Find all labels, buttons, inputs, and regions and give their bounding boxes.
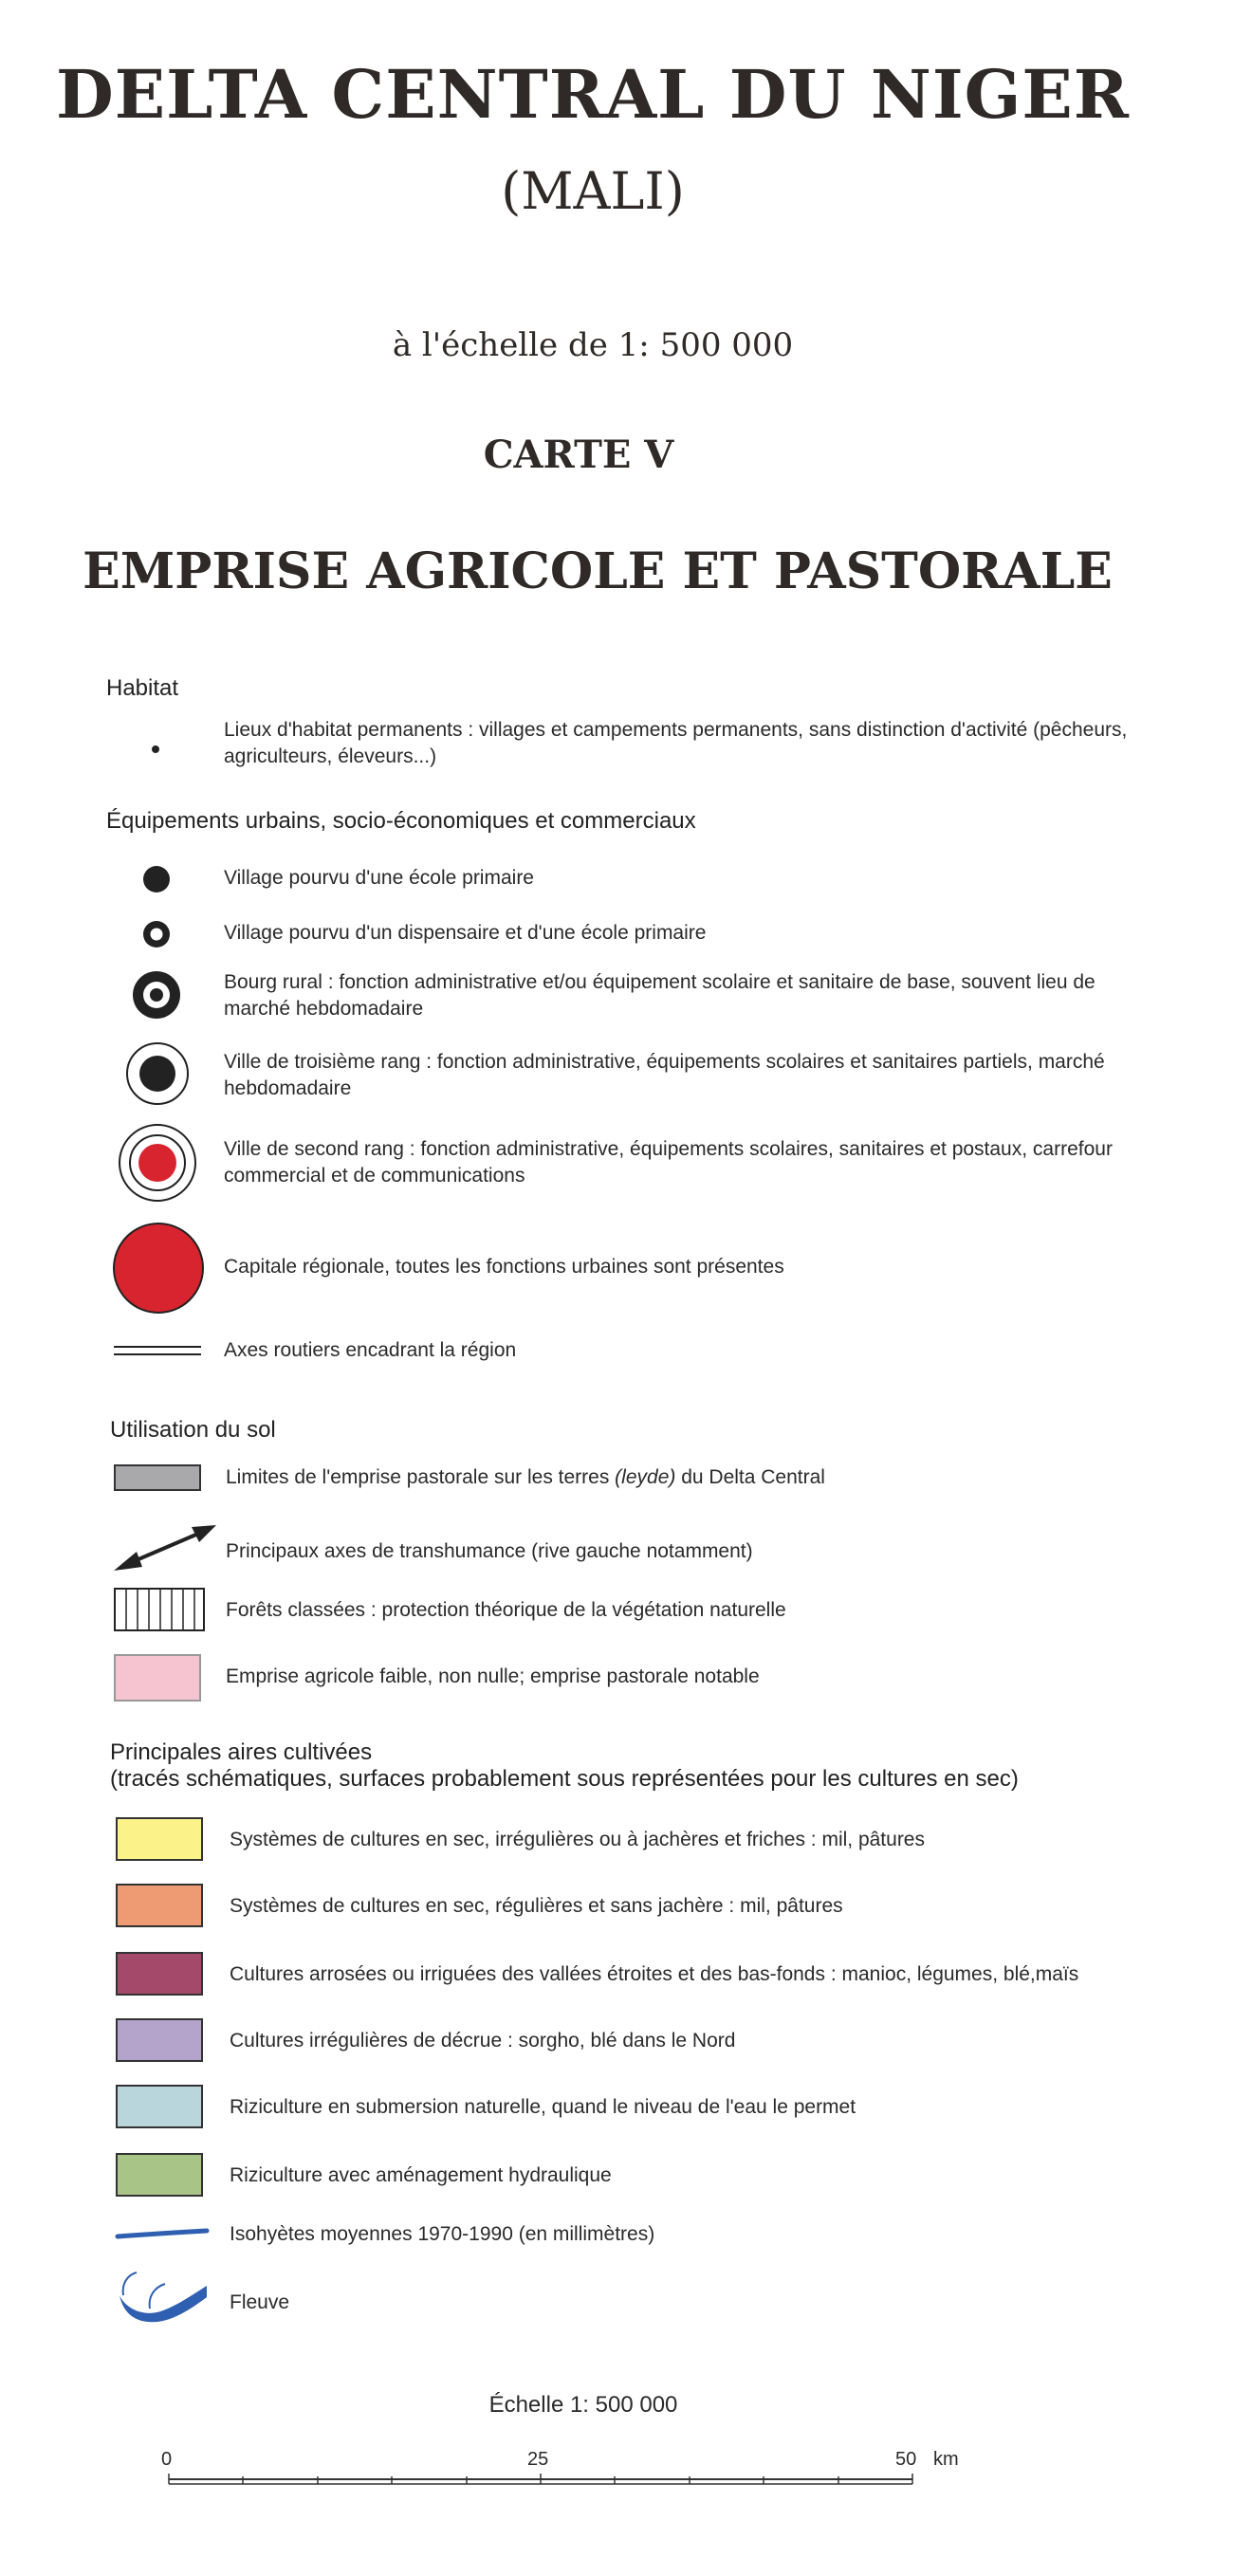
- cultures-label-3: Cultures arrosées ou irriguées des vallées étroites et des bas-fonds : manioc, légumes, blé,maïs: [230, 1963, 1079, 1985]
- sol-label-3: Forêts classées : protection théorique de la végétation naturelle: [226, 1599, 786, 1621]
- pink-swatch-icon: [114, 1654, 201, 1702]
- sol-label-4: Emprise agricole faible, non nulle; emprise pastorale notable: [226, 1665, 760, 1687]
- equipements-heading: Équipements urbains, socio-économiques et commerciaux: [106, 808, 696, 834]
- map-title: DELTA CENTRAL DU NIGER: [56, 55, 1130, 134]
- swatch-cultures-sec-regulieres: [116, 1884, 203, 1927]
- sol-label-1-before: Limites de l'emprise pastorale sur les terres: [226, 1466, 616, 1488]
- equipement-label-1: Village pourvu d'une école primaire: [224, 867, 534, 889]
- cultures-label-7: Isohyètes moyennes 1970-1990 (en millimètres): [230, 2223, 655, 2245]
- hatched-swatch-icon: [114, 1588, 205, 1631]
- swatch-riziculture-naturelle: [116, 2085, 203, 2128]
- sol-label-1-italic: (leyde): [615, 1466, 676, 1488]
- isohyet-line-icon: [116, 2225, 211, 2244]
- grey-swatch-icon: [114, 1464, 201, 1491]
- scale-unit: km: [933, 2449, 959, 2470]
- sol-heading: Utilisation du sol: [110, 1417, 276, 1443]
- map-theme: EMPRISE AGRICOLE ET PASTORALE: [83, 543, 1113, 600]
- ville-3-icon: [125, 1041, 190, 1106]
- swatch-cultures-sec-irregulieres: [116, 1817, 203, 1861]
- capitale-icon: [112, 1222, 205, 1315]
- cultures-label-5: Riziculture en submersion naturelle, quand le niveau de l'eau le permet: [230, 2096, 856, 2118]
- scale-bar-graphic: [161, 2470, 920, 2489]
- habitat-label: Lieux d'habitat permanents : villages et campements permanents, sans distinction d'activité (pêcheurs, agriculteurs, éleveurs...): [224, 719, 1128, 767]
- sol-label-2: Principaux axes de transhumance (rive gauche notamment): [226, 1540, 753, 1562]
- map-subtitle: (MALI): [501, 161, 685, 221]
- swatch-cultures-arrosees: [116, 1952, 203, 1996]
- double-arrow-icon: [112, 1521, 218, 1574]
- road-icon: [112, 1343, 203, 1358]
- cultures-label-8: Fleuve: [230, 2291, 290, 2313]
- cultures-label-4: Cultures irrégulières de décrue : sorgho, blé dans le Nord: [230, 2030, 736, 2052]
- scale-tick-0: 0: [161, 2449, 173, 2470]
- equipement-label-3: Bourg rural : fonction administrative et/ou équipement scolaire et sanitaire de base, souvent lieu de marché hebdomadaire: [224, 971, 1096, 1020]
- equipement-label-7: Axes routiers encadrant la région: [224, 1339, 517, 1361]
- habitat-heading: Habitat: [106, 675, 179, 701]
- map-scale-text: à l'échelle de 1: 500 000: [392, 326, 794, 364]
- cultures-label-2: Systèmes de cultures en sec, régulières et sans jachère : mil, pâtures: [230, 1895, 843, 1917]
- ville-2-icon: [118, 1123, 197, 1203]
- ring-dot-icon: [140, 918, 173, 950]
- map-number: CARTE V: [483, 432, 674, 477]
- equipement-label-6: Capitale régionale, toutes les fonctions urbaines sont présentes: [224, 1256, 784, 1278]
- equipement-label-5: Ville de second rang : fonction administrative, équipements scolaires, sanitaires et postaux, carrefour commercial et de communications: [224, 1138, 1113, 1187]
- sol-label-1: [226, 1464, 1155, 1491]
- scale-caption: Échelle 1: 500 000: [488, 2392, 678, 2418]
- cultures-subheading: (tracés schématiques, surfaces probablement sous représentées pour les cultures en sec): [110, 1766, 1019, 1792]
- swatch-riziculture-amenagement: [116, 2153, 203, 2197]
- bourg-icon: [131, 969, 182, 1021]
- filled-dot-icon: [140, 863, 173, 895]
- scale-tick-25: 25: [527, 2449, 549, 2470]
- swatch-cultures-decrue: [116, 2018, 203, 2062]
- scale-tick-50: 50: [895, 2449, 917, 2470]
- cultures-label-1: Systèmes de cultures en sec, irrégulières ou à jachères et friches : mil, pâtures: [230, 1829, 925, 1850]
- equipement-label-2: Village pourvu d'un dispensaire et d'une école primaire: [224, 922, 707, 944]
- river-icon: [116, 2271, 211, 2324]
- cultures-label-6: Riziculture avec aménagement hydraulique: [230, 2164, 612, 2186]
- cultures-heading: Principales aires cultivées: [110, 1739, 373, 1765]
- equipement-label-4: Ville de troisième rang : fonction administrative, équipements scolaires et sanitaires partiels, marché hebdomadaire: [224, 1051, 1105, 1099]
- sol-label-1-after: du Delta Central: [675, 1466, 825, 1488]
- small-dot-icon: [148, 742, 163, 757]
